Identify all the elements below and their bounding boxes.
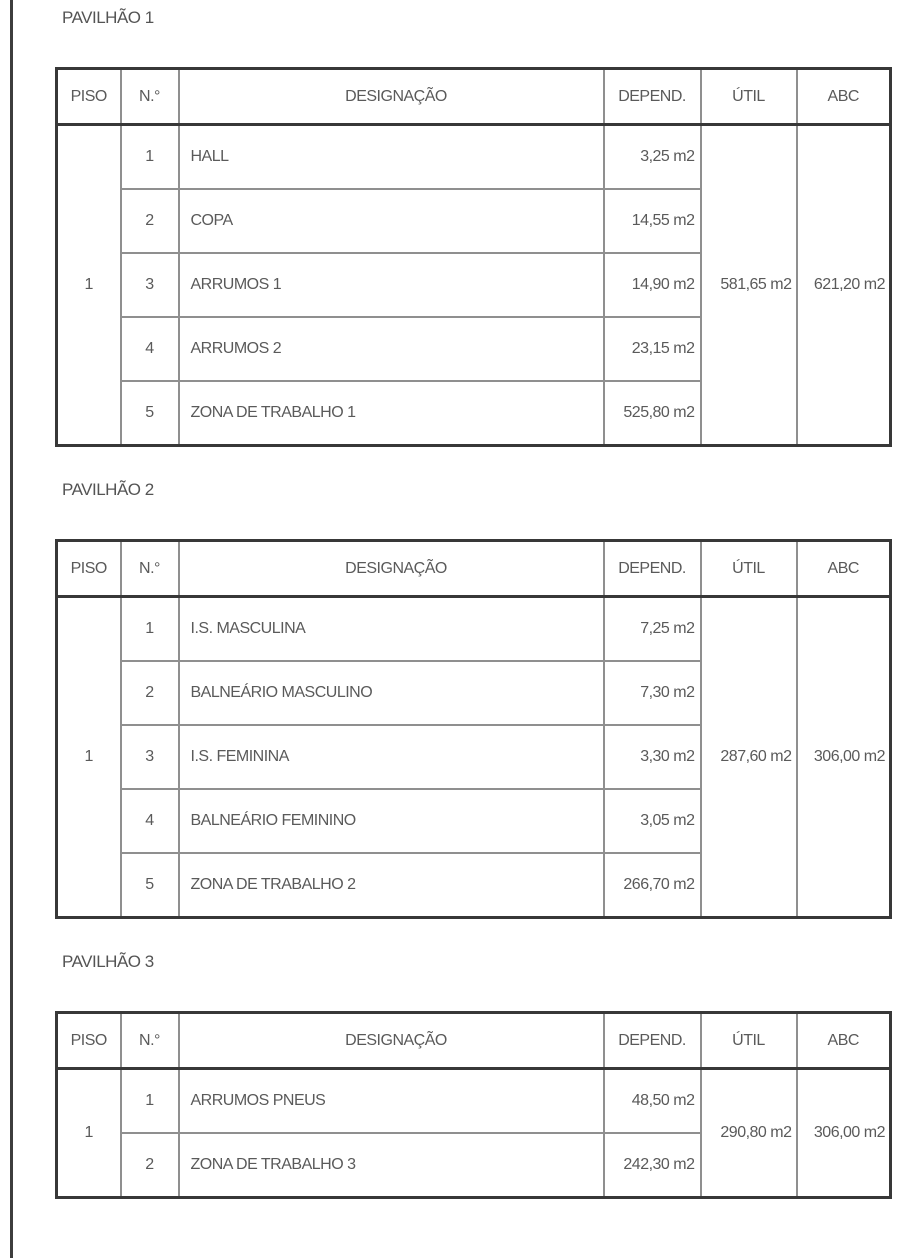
depend-value-cell: 14,55 m2 — [604, 189, 701, 253]
depend-value-cell: 14,90 m2 — [604, 253, 701, 317]
row-number-cell: 5 — [121, 853, 179, 918]
col-header-piso: PISO — [57, 69, 121, 125]
designation-cell: HALL — [179, 125, 604, 190]
col-header-abc: ABC — [797, 69, 891, 125]
col-header-depend: DEPEND. — [604, 541, 701, 597]
section-pavilhao-2 — [55, 480, 889, 919]
designation-cell: ZONA DE TRABALHO 2 — [179, 853, 604, 918]
col-header-util: ÚTIL — [701, 1013, 797, 1069]
row-number-cell: 1 — [121, 1069, 179, 1134]
col-header-designacao: DESIGNAÇÃO — [179, 1013, 604, 1069]
depend-value-cell: 7,25 m2 — [604, 597, 701, 662]
row-number-cell: 5 — [121, 381, 179, 446]
col-header-designacao: DESIGNAÇÃO — [179, 69, 604, 125]
designation-cell: ARRUMOS 2 — [179, 317, 604, 381]
abc-total-cell: 306,00 m2 — [797, 597, 891, 918]
section-title: PAVILHÃO 1 — [62, 8, 154, 27]
designation-cell: ARRUMOS 1 — [179, 253, 604, 317]
col-header-abc: ABC — [797, 1013, 891, 1069]
col-header-piso: PISO — [57, 541, 121, 597]
designation-cell: BALNEÁRIO MASCULINO — [179, 661, 604, 725]
depend-value-cell: 3,05 m2 — [604, 789, 701, 853]
util-total-cell: 287,60 m2 — [701, 597, 797, 918]
table-header-row — [57, 1013, 891, 1069]
piso-cell: 1 — [57, 1069, 121, 1198]
table-header-row — [57, 541, 891, 597]
depend-value-cell: 48,50 m2 — [604, 1069, 701, 1134]
depend-value-cell: 242,30 m2 — [604, 1133, 701, 1198]
piso-cell: 1 — [57, 597, 121, 918]
depend-value-cell: 7,30 m2 — [604, 661, 701, 725]
row-number-cell: 3 — [121, 253, 179, 317]
col-header-util: ÚTIL — [701, 541, 797, 597]
row-number-cell: 1 — [121, 125, 179, 190]
area-table-pavilhao-1 — [55, 67, 892, 447]
section-pavilhao-3 — [55, 952, 889, 1199]
util-total-cell: 581,65 m2 — [701, 125, 797, 446]
row-number-cell: 2 — [121, 189, 179, 253]
depend-value-cell: 525,80 m2 — [604, 381, 701, 446]
table-row — [57, 1069, 891, 1134]
row-number-cell: 4 — [121, 789, 179, 853]
col-header-num: N.° — [121, 69, 179, 125]
row-number-cell: 2 — [121, 661, 179, 725]
designation-cell: I.S. FEMININA — [179, 725, 604, 789]
designation-cell: ZONA DE TRABALHO 3 — [179, 1133, 604, 1198]
area-table-pavilhao-3 — [55, 1011, 892, 1199]
col-header-piso: PISO — [57, 1013, 121, 1069]
designation-cell: BALNEÁRIO FEMININO — [179, 789, 604, 853]
designation-cell: ZONA DE TRABALHO 1 — [179, 381, 604, 446]
depend-value-cell: 266,70 m2 — [604, 853, 701, 918]
designation-cell: ARRUMOS PNEUS — [179, 1069, 604, 1134]
col-header-num: N.° — [121, 541, 179, 597]
table-row — [57, 125, 891, 190]
section-title: PAVILHÃO 3 — [62, 952, 154, 971]
row-number-cell: 1 — [121, 597, 179, 662]
page-left-rule — [10, 0, 13, 1258]
row-number-cell: 3 — [121, 725, 179, 789]
col-header-abc: ABC — [797, 541, 891, 597]
designation-cell: COPA — [179, 189, 604, 253]
section-pavilhao-1 — [55, 8, 889, 447]
table-row — [57, 597, 891, 662]
page-content — [55, 8, 889, 1232]
depend-value-cell: 3,30 m2 — [604, 725, 701, 789]
util-total-cell: 290,80 m2 — [701, 1069, 797, 1198]
abc-total-cell: 306,00 m2 — [797, 1069, 891, 1198]
col-header-num: N.° — [121, 1013, 179, 1069]
row-number-cell: 4 — [121, 317, 179, 381]
abc-total-cell: 621,20 m2 — [797, 125, 891, 446]
col-header-util: ÚTIL — [701, 69, 797, 125]
depend-value-cell: 23,15 m2 — [604, 317, 701, 381]
section-title: PAVILHÃO 2 — [62, 480, 154, 499]
col-header-designacao: DESIGNAÇÃO — [179, 541, 604, 597]
row-number-cell: 2 — [121, 1133, 179, 1198]
piso-cell: 1 — [57, 125, 121, 446]
col-header-depend: DEPEND. — [604, 69, 701, 125]
area-table-pavilhao-2 — [55, 539, 892, 919]
table-header-row — [57, 69, 891, 125]
depend-value-cell: 3,25 m2 — [604, 125, 701, 190]
col-header-depend: DEPEND. — [604, 1013, 701, 1069]
designation-cell: I.S. MASCULINA — [179, 597, 604, 662]
